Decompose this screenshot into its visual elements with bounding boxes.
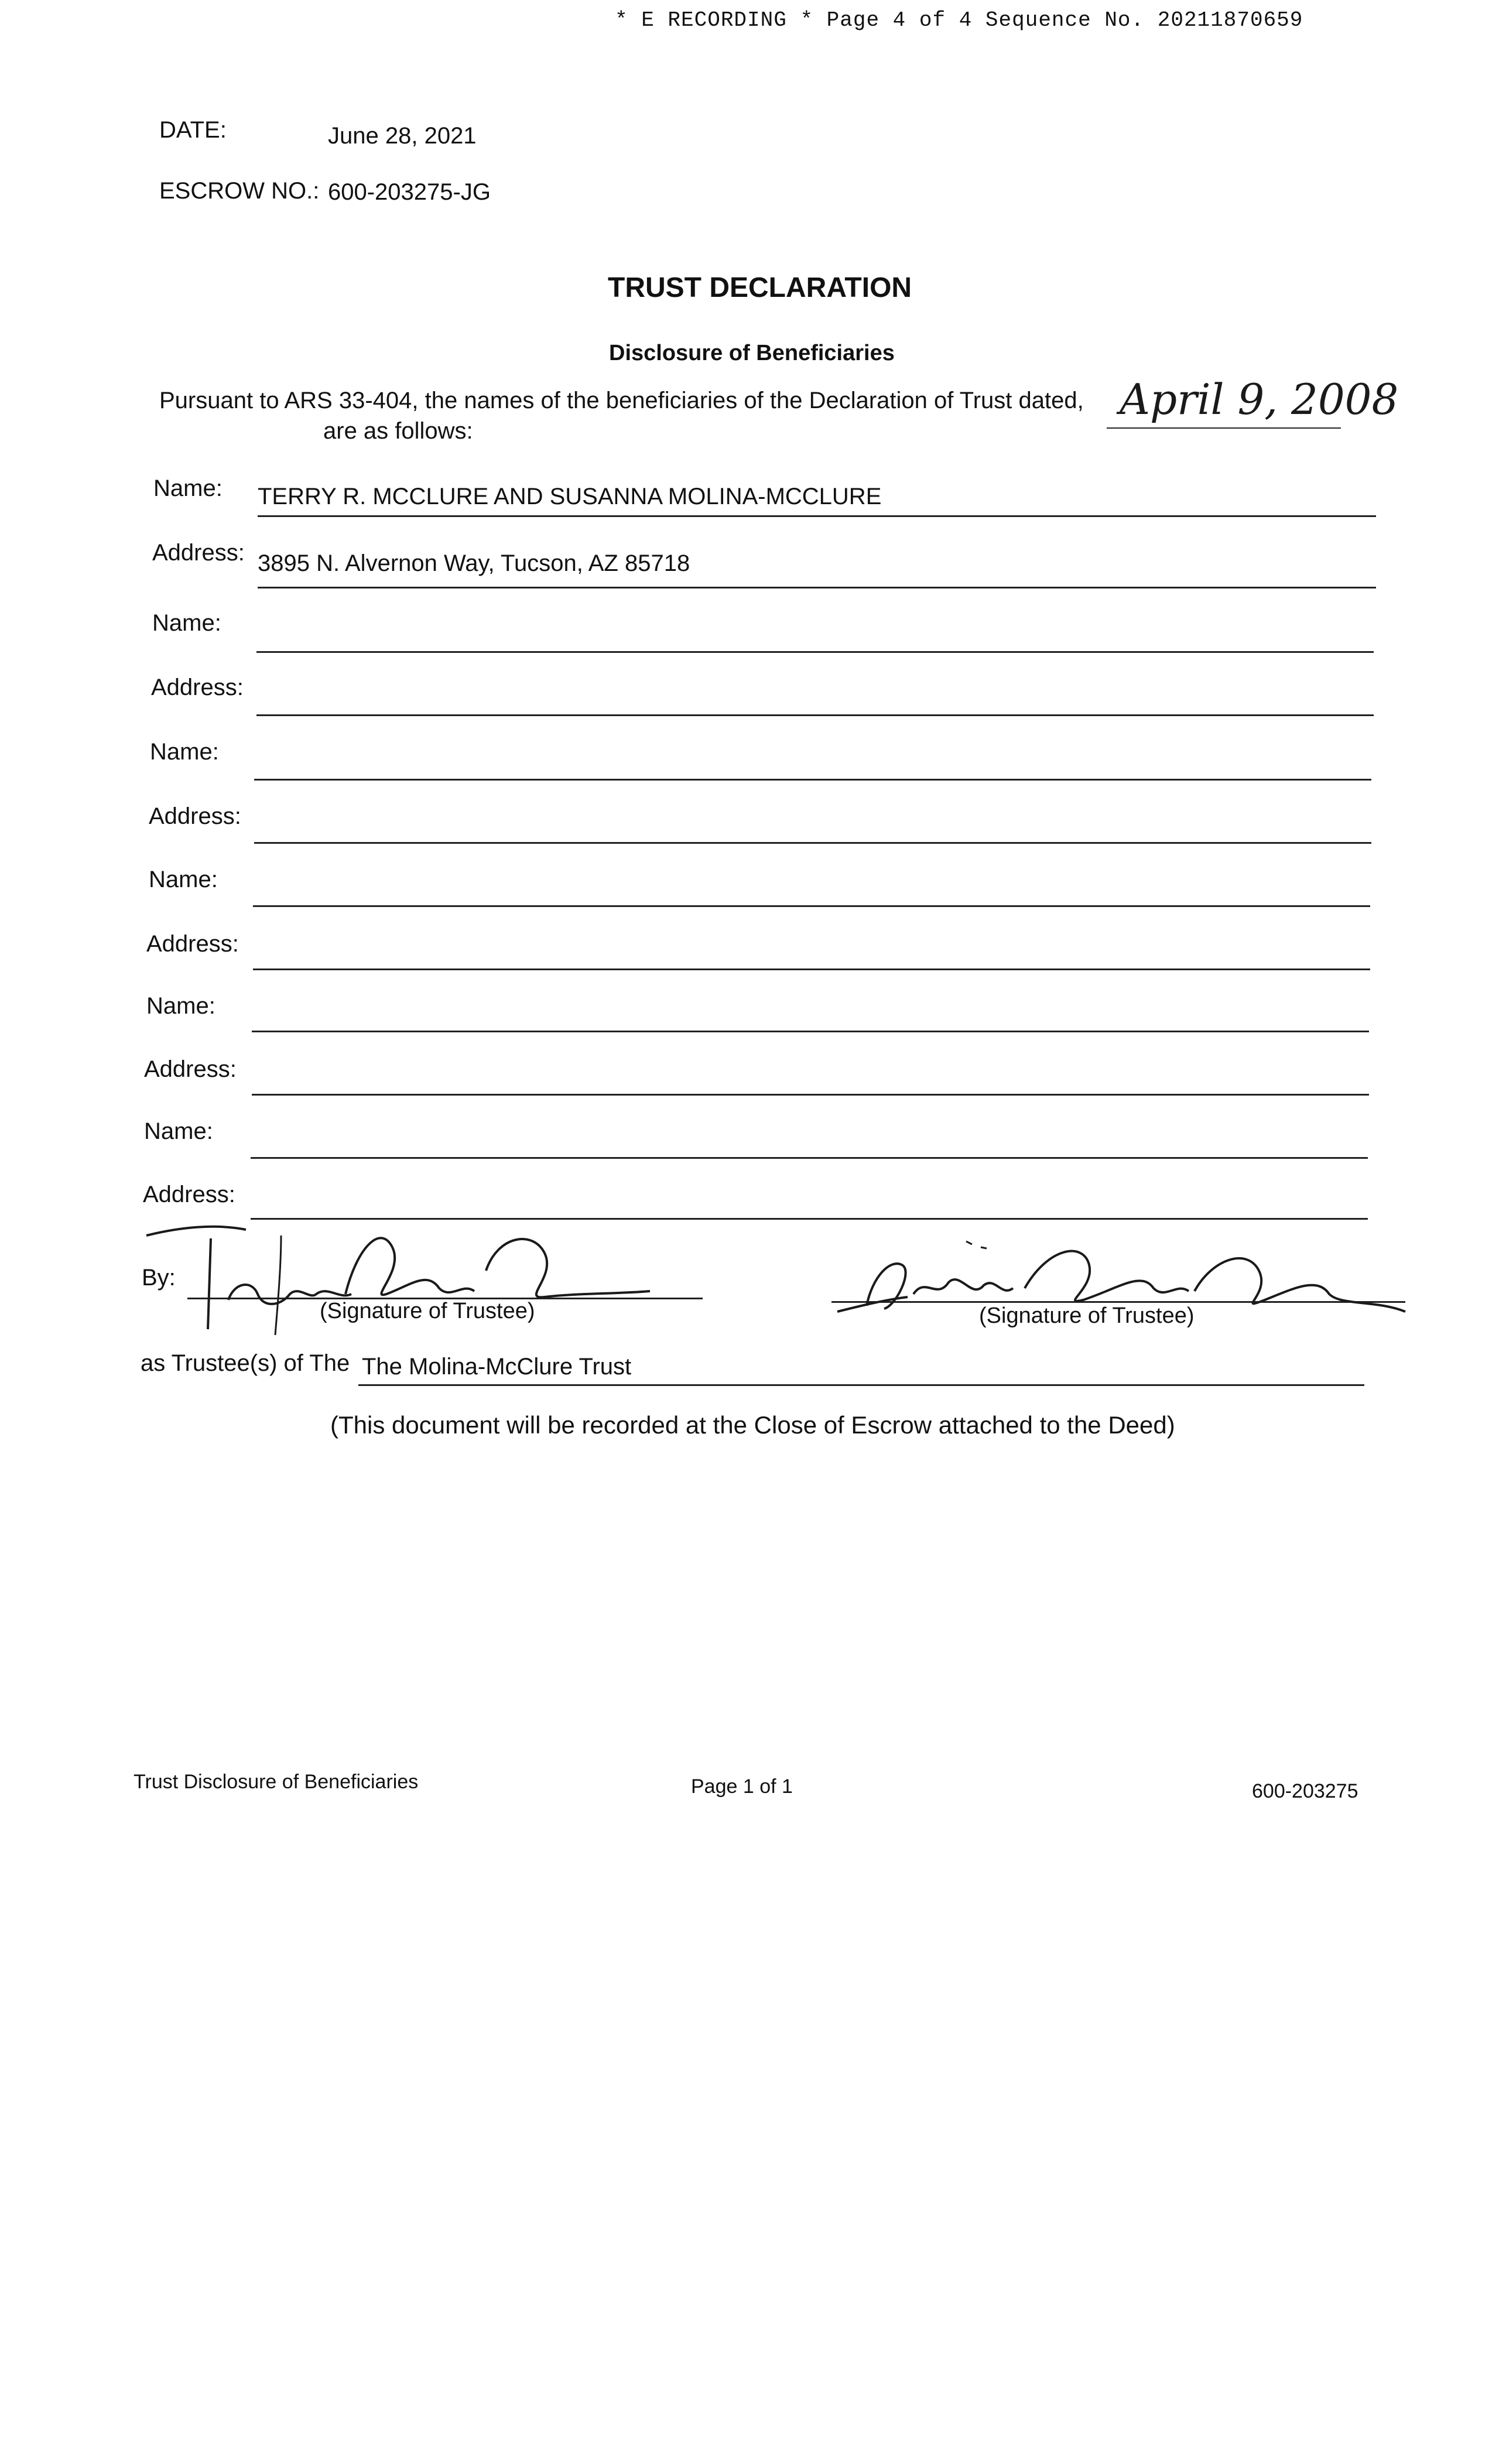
name-label: Name:: [153, 475, 223, 501]
name-field-line: [256, 651, 1374, 653]
footer-left: Trust Disclosure of Beneficiaries: [134, 1771, 419, 1793]
document-subtitle: Disclosure of Beneficiaries: [609, 341, 895, 365]
name-field-line: [258, 515, 1376, 517]
recording-header: * E RECORDING * Page 4 of 4 Sequence No. 20211870659: [615, 8, 1303, 32]
name-label: Name:: [144, 1118, 213, 1144]
trustee-signature-2: [826, 1224, 1411, 1329]
address-label: Address:: [144, 1056, 237, 1082]
address-label: Address:: [152, 540, 245, 566]
address-field-line: [254, 842, 1371, 844]
trust-date-line: [1107, 427, 1341, 429]
address-label: Address:: [143, 1182, 235, 1207]
name-label: Name:: [150, 739, 219, 765]
address-label: Address:: [149, 803, 241, 829]
trustee-prefix: as Trustee(s) of The: [141, 1350, 350, 1376]
date-label: DATE:: [159, 117, 227, 143]
trustee-signature-1: [135, 1212, 673, 1341]
intro-text-continued: are as follows:: [323, 418, 473, 444]
by-label: By:: [142, 1265, 176, 1291]
signature-caption-2: (Signature of Trustee): [979, 1303, 1195, 1328]
name-label: Name:: [149, 867, 218, 892]
address-field-line: [253, 969, 1370, 970]
address-label: Address:: [146, 931, 239, 957]
name-label: Name:: [146, 993, 215, 1019]
address-field-line: [258, 587, 1376, 588]
document-title: TRUST DECLARATION: [608, 272, 912, 303]
name-field-line: [253, 905, 1370, 907]
beneficiary-address: 3895 N. Alvernon Way, Tucson, AZ 85718: [258, 550, 690, 576]
escrow-value: 600-203275-JG: [328, 179, 491, 205]
name-field-line: [254, 779, 1371, 781]
signature-caption-1: (Signature of Trustee): [320, 1299, 535, 1323]
footer-page-number: Page 1 of 1: [691, 1775, 793, 1798]
beneficiary-name: TERRY R. MCCLURE AND SUSANNA MOLINA-MCCLURE: [258, 484, 882, 509]
footer-right: 600-203275: [1252, 1780, 1358, 1802]
recording-note: (This document will be recorded at the Close of Escrow attached to the Deed): [330, 1411, 1175, 1439]
name-label: Name:: [152, 610, 221, 636]
name-field-line: [251, 1157, 1368, 1159]
address-field-line: [256, 714, 1374, 716]
date-value: June 28, 2021: [328, 123, 477, 149]
name-field-line: [252, 1031, 1369, 1032]
trust-name: The Molina-McClure Trust: [362, 1354, 632, 1380]
intro-text: Pursuant to ARS 33-404, the names of the beneficiaries of the Declaration of Trust dated,: [159, 388, 1084, 413]
trust-name-line: [358, 1384, 1364, 1386]
escrow-label: ESCROW NO.:: [159, 178, 320, 204]
handwritten-trust-date: April 9, 2008: [1120, 375, 1399, 424]
address-label: Address:: [151, 675, 244, 700]
address-field-line: [252, 1094, 1369, 1096]
